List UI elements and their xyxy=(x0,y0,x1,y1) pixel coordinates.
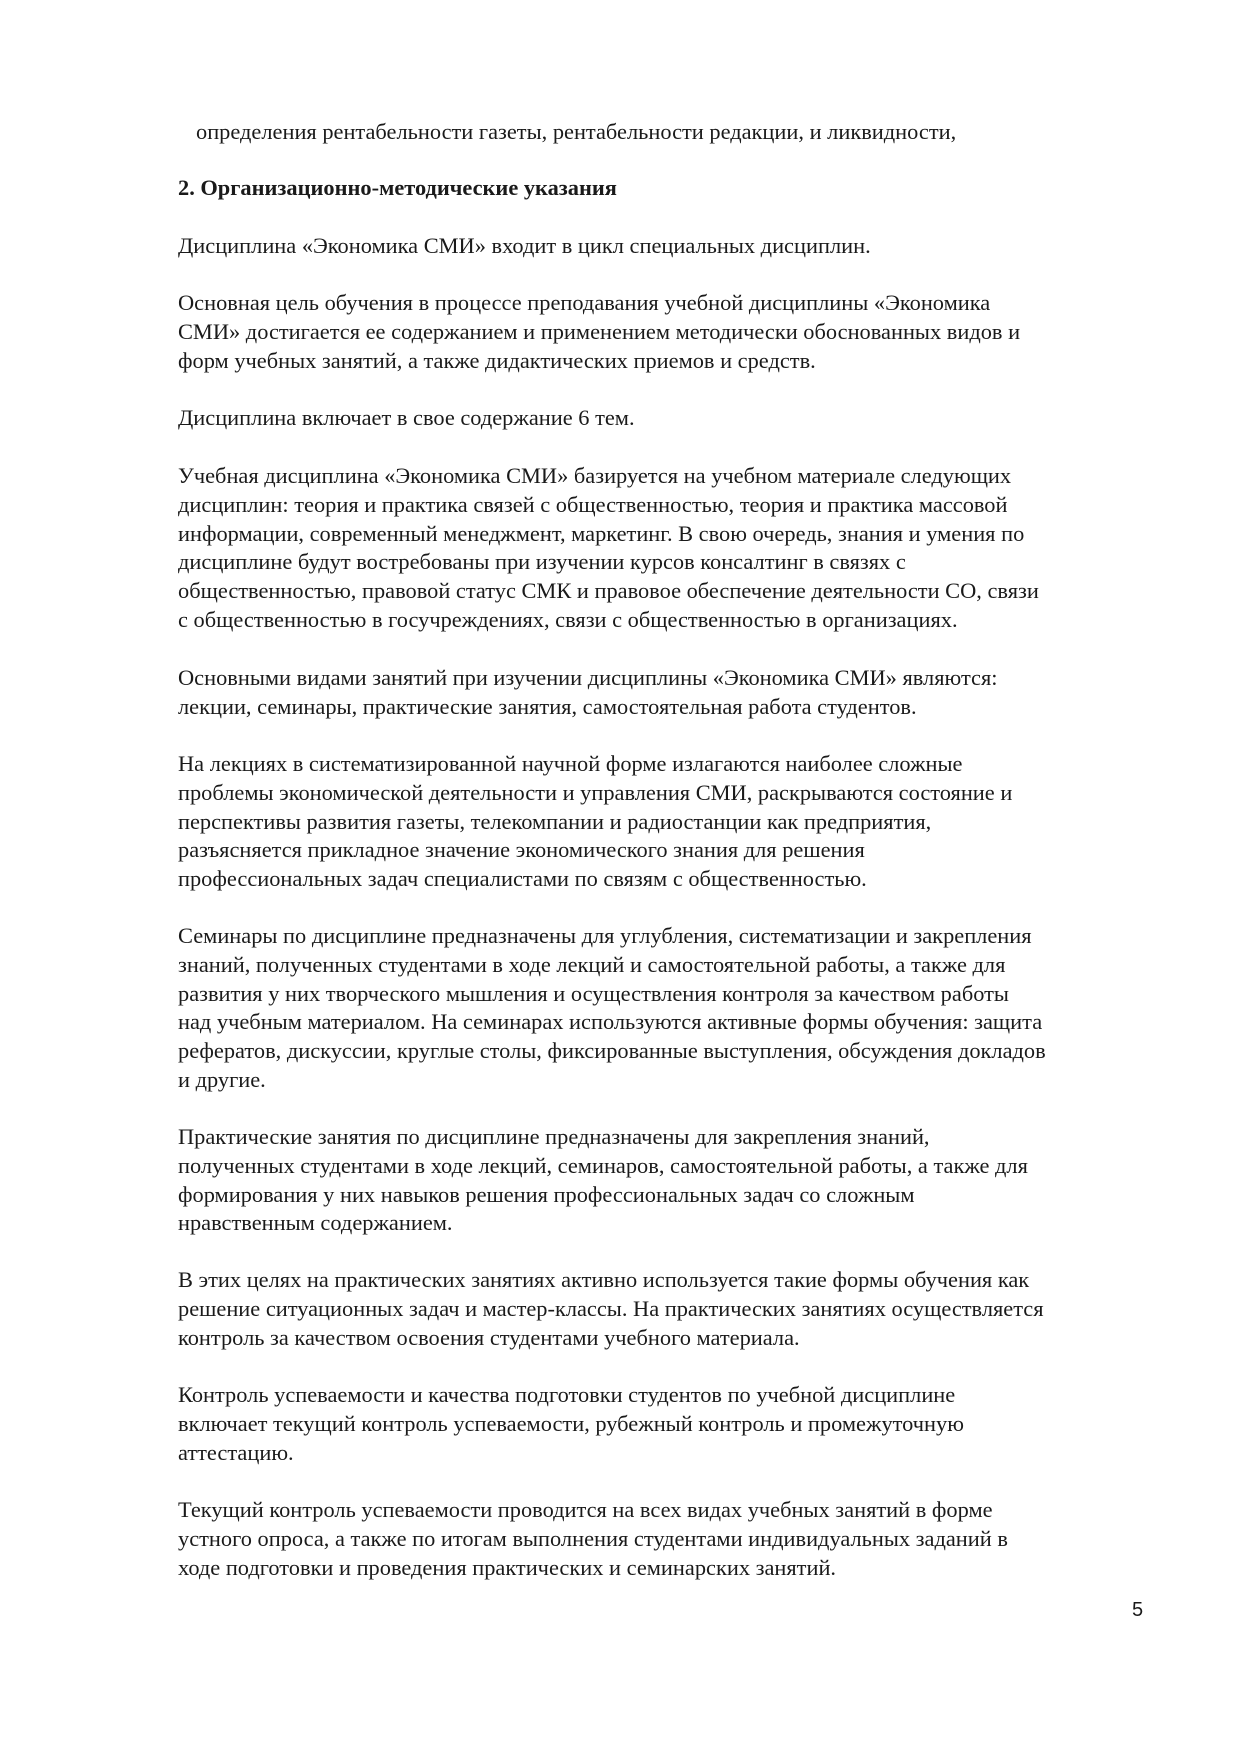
text-line: дисциплин: теория и практика связей с общественностью, теория и практика массовой xyxy=(178,491,1008,517)
text-line: лекции, семинары, практические занятия, самостоятельная работа студентов. xyxy=(178,693,917,719)
text-line: проблемы экономической деятельности и управления СМИ, раскрываются состояние и xyxy=(178,779,1013,805)
text-line: полученных студентами в ходе лекций, семинаров, самостоятельной работы, а также для xyxy=(178,1152,1028,1178)
text-line: форм учебных занятий, а также дидактических приемов и средств. xyxy=(178,347,816,373)
text-line: В этих целях на практических занятиях активно используется такие формы обучения как xyxy=(178,1267,1030,1292)
text-line: перспективы развития газеты, телекомпании и радиостанции как предприятия, xyxy=(178,808,932,834)
text-line: информации, современный менеджмент, маркетинг. В свою очередь, знания и умения по xyxy=(178,520,1025,546)
text-line: Контроль успеваемости и качества подготовки студентов по учебной дисциплине xyxy=(178,1382,956,1407)
text-line: контроль за качеством освоения студентами учебного материала. xyxy=(178,1324,800,1350)
text-line: с общественностью в госучреждениях, связи с общественностью в организациях. xyxy=(178,606,958,632)
text-line: Семинары по дисциплине предназначены для углубления, систематизации и закрепления xyxy=(178,923,1032,948)
section-heading xyxy=(178,174,1158,203)
text-line: ходе подготовки и проведения практических и семинарских занятий. xyxy=(178,1554,837,1580)
paragraph-3 xyxy=(178,404,1158,433)
text-line: определения рентабельности газеты, рентабельности редакции, и ликвидности, xyxy=(196,119,957,144)
page-number: 5 xyxy=(1132,1599,1144,1621)
paragraph-2 xyxy=(178,289,1158,375)
text-line: Основная цель обучения в процессе преподавания учебной дисциплины «Экономика xyxy=(178,290,991,315)
text-line: и другие. xyxy=(178,1066,266,1092)
text-line: Дисциплина включает в свое содержание 6 тем. xyxy=(178,405,635,430)
text-line: развития у них творческого мышления и осуществления контроля за качеством работы xyxy=(178,980,1009,1006)
paragraph-5 xyxy=(178,664,1158,722)
paragraph-7 xyxy=(178,922,1158,1095)
text-line: включает текущий контроль успеваемости, рубежный контроль и промежуточную xyxy=(178,1410,964,1436)
text-line: дисциплине будут востребованы при изучении курсов консалтинг в связях с xyxy=(178,549,906,575)
paragraph-6 xyxy=(178,750,1158,894)
text-line: аттестацию. xyxy=(178,1439,294,1465)
text-line: общественностью, правовой статус СМК и правовое обеспечение деятельности СО, связи xyxy=(178,578,1039,604)
text-line: рефератов, дискуссии, круглые столы, фиксированные выступления, обсуждения докладов xyxy=(178,1038,1046,1064)
text-line: нравственным содержанием. xyxy=(178,1210,453,1236)
paragraph-9 xyxy=(178,1266,1158,1352)
text-line: На лекциях в систематизированной научной форме излагаются наиболее сложные xyxy=(178,751,963,776)
text-line: Практические занятия по дисциплине предназначены для закрепления знаний, xyxy=(178,1124,930,1149)
text-line: устного опроса, а также по итогам выполнения студентами индивидуальных заданий в xyxy=(178,1525,1008,1551)
paragraph-1 xyxy=(178,232,1158,261)
paragraph-11 xyxy=(178,1496,1158,1582)
paragraph-10 xyxy=(178,1381,1158,1467)
paragraph-4 xyxy=(178,462,1158,635)
text-line: Дисциплина «Экономика СМИ» входит в цикл специальных дисциплин. xyxy=(178,233,871,258)
text-line: разъясняется прикладное значение экономического знания для решения xyxy=(178,837,865,863)
text-line: профессиональных задач специалистами по связям с общественностью. xyxy=(178,866,867,892)
continuation-line xyxy=(196,118,1176,147)
paragraph-8 xyxy=(178,1123,1158,1238)
text-line: над учебным материалом. На семинарах используются активные формы обучения: защита xyxy=(178,1009,1043,1035)
text-line: СМИ» достигается ее содержанием и применением методически обоснованных видов и xyxy=(178,318,1021,344)
text-line: решение ситуационных задач и мастер-классы. На практических занятиях осуществляется xyxy=(178,1295,1044,1321)
text-line: Текущий контроль успеваемости проводится на всех видах учебных занятий в форме xyxy=(178,1497,993,1522)
text-line: формирования у них навыков решения профессиональных задач со сложным xyxy=(178,1181,915,1207)
heading-text: 2. Организационно-методические указания xyxy=(178,175,617,200)
text-line: Учебная дисциплина «Экономика СМИ» базируется на учебном материале следующих xyxy=(178,463,1012,488)
text-line: знаний, полученных студентами в ходе лекций и самостоятельной работы, а также для xyxy=(178,951,1006,977)
text-line: Основными видами занятий при изучении дисциплины «Экономика СМИ» являются: xyxy=(178,665,998,690)
